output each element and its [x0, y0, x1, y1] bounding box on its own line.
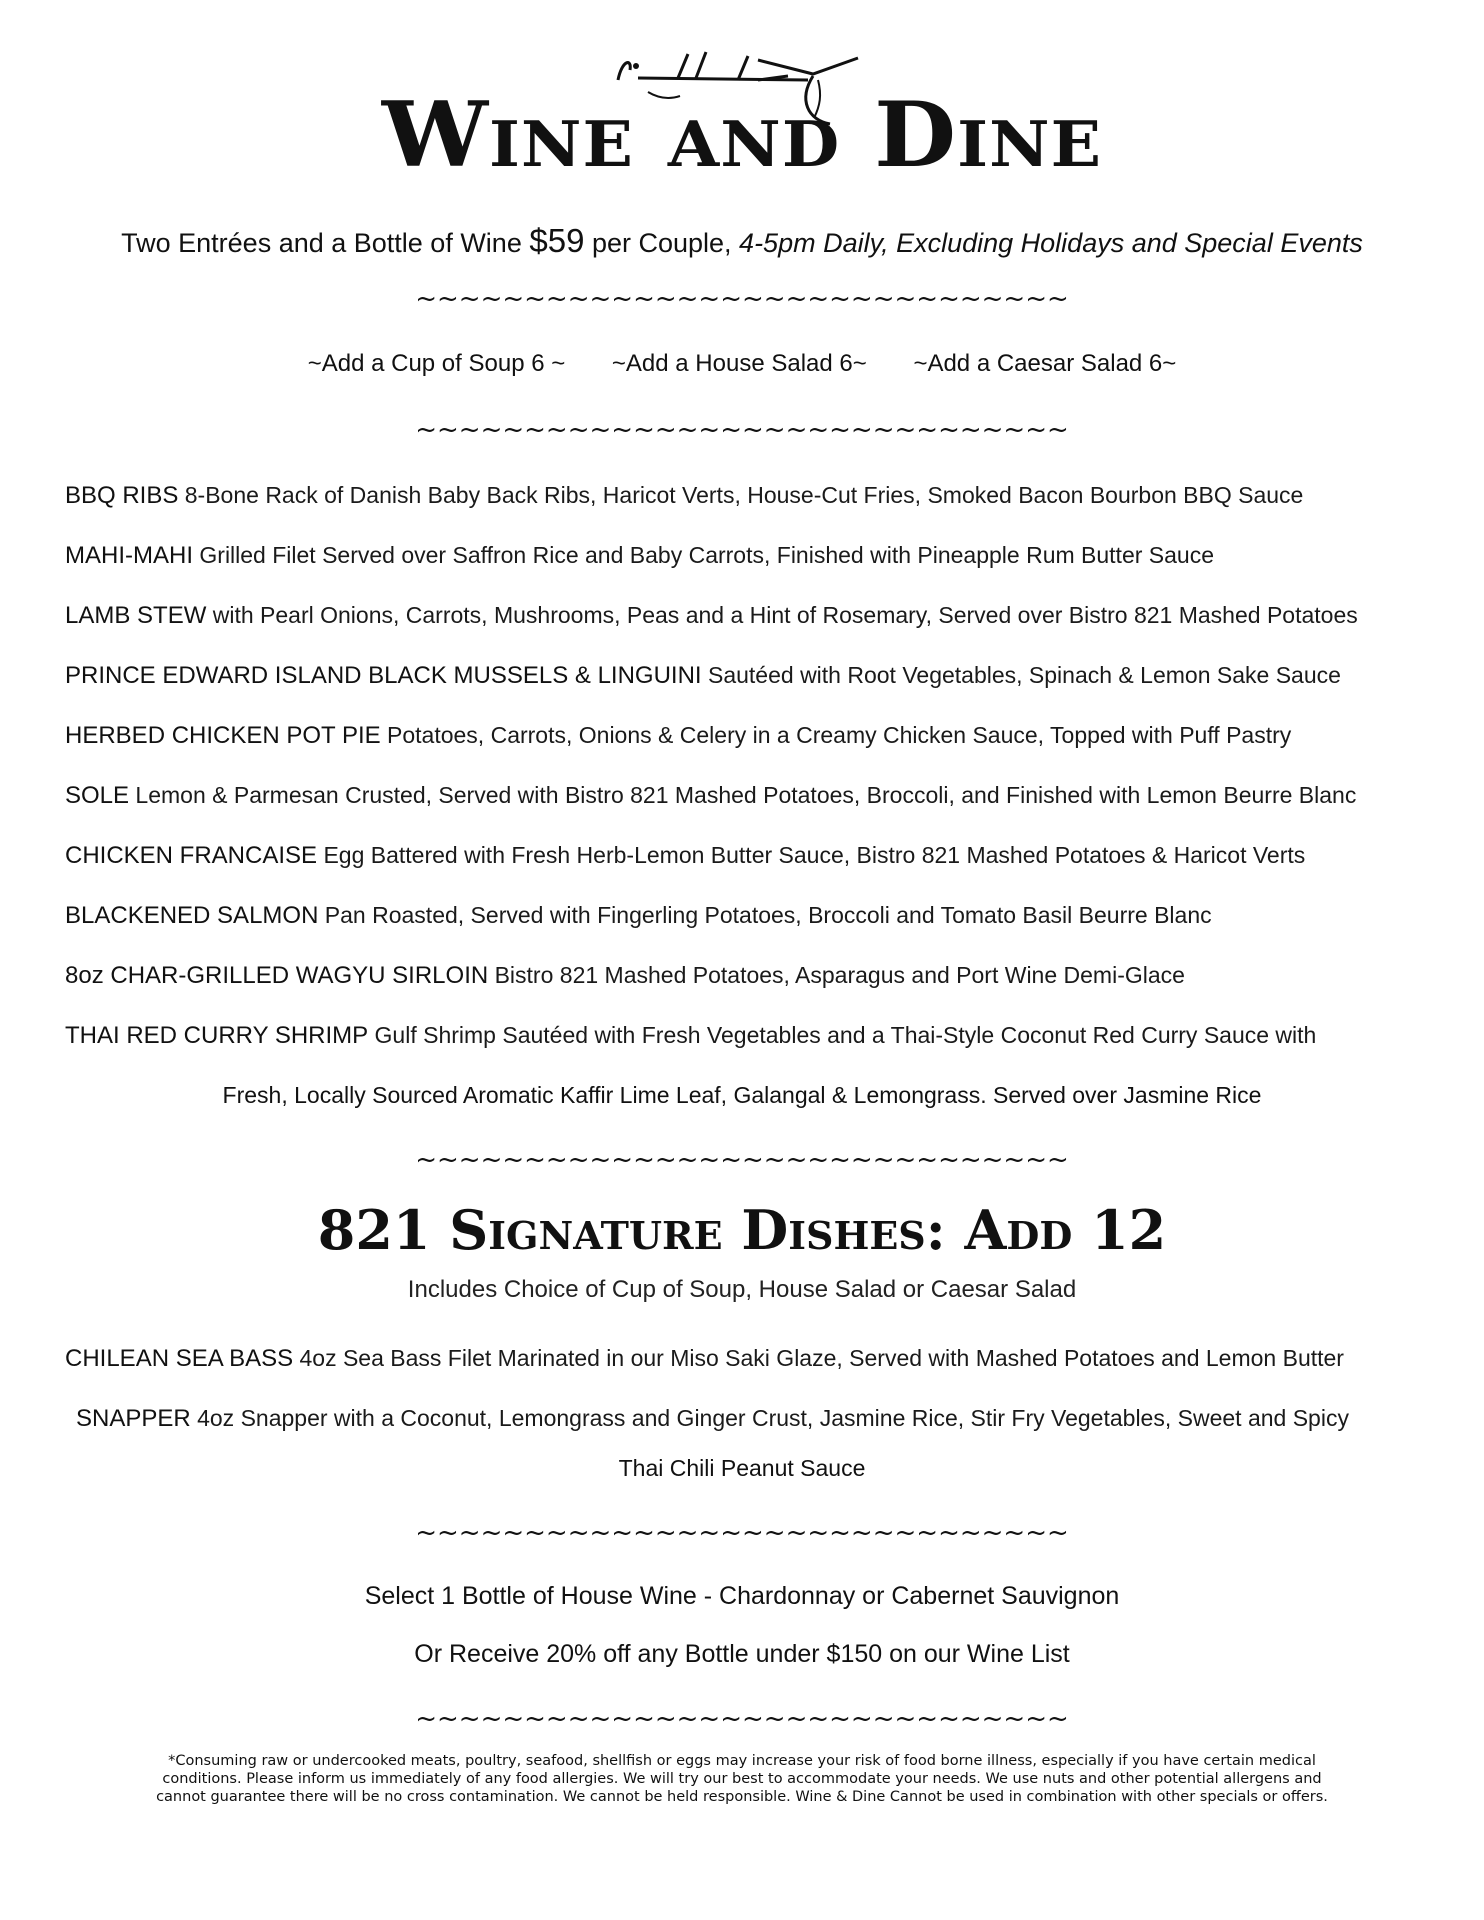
- wine-line: Select 1 Bottle of House Wine - Chardonnay or Cabernet Sauvignon: [364, 1582, 1120, 1610]
- entree-desc: Pan Roasted, Served with Fingerling Potatoes, Broccoli and Tomato Basil Beurre Blanc: [324, 902, 1212, 928]
- entree-desc: Sautéed with Root Vegetables, Spinach & Lemon Sake Sauce: [707, 662, 1341, 688]
- tagline-mid: per Couple,: [591, 228, 732, 258]
- entree-name: SOLE: [65, 782, 130, 809]
- entree-item: [65, 782, 1356, 810]
- signature-item: [65, 1345, 1344, 1373]
- signature-name: CHILEAN SEA BASS: [65, 1345, 294, 1372]
- divider: ~~~~~~~~~~~~~~~~~~~~~~~~~~~~~~: [415, 415, 1069, 445]
- entree-name: CHICKEN FRANCAISE: [65, 842, 318, 869]
- entree-item: [65, 542, 1214, 570]
- signature-title: 821 Signature Dishes: Add 12: [317, 1198, 1167, 1262]
- tagline-terms: 4-5pm Daily, Excluding Holidays and Special Events: [739, 228, 1363, 258]
- entree-desc: Bistro 821 Mashed Potatoes, Asparagus and Port Wine Demi-Glace: [494, 962, 1185, 988]
- signature-desc-continued: Thai Chili Peanut Sauce: [618, 1455, 866, 1481]
- entree-item: [65, 722, 1291, 750]
- entree-desc: Potatoes, Carrots, Onions & Celery in a Creamy Chicken Sauce, Topped with Puff Pastry: [387, 722, 1292, 748]
- entree-name: 8oz CHAR-GRILLED WAGYU SIRLOIN: [65, 962, 489, 989]
- wine-line: Or Receive 20% off any Bottle under $150 on our Wine List: [414, 1640, 1070, 1668]
- entree-name: THAI RED CURRY SHRIMP: [65, 1022, 369, 1049]
- entree-desc: Lemon & Parmesan Crusted, Served with Bistro 821 Mashed Potatoes, Broccoli, and Finished with Lemon Beurre Blanc: [135, 782, 1357, 808]
- entree-item: [65, 602, 1358, 630]
- divider: ~~~~~~~~~~~~~~~~~~~~~~~~~~~~~~: [415, 1145, 1069, 1175]
- entree-name: MAHI-MAHI: [65, 542, 193, 569]
- entree-item: [65, 662, 1341, 690]
- allergy-disclaimer: [120, 1752, 1364, 1806]
- entree-name: BBQ RIBS: [65, 482, 179, 509]
- signature-item: [76, 1405, 1349, 1433]
- divider: ~~~~~~~~~~~~~~~~~~~~~~~~~~~~~~: [415, 1704, 1069, 1734]
- entree-item: [65, 482, 1303, 510]
- addon-house-salad: ~Add a House Salad 6~: [611, 350, 867, 377]
- divider: ~~~~~~~~~~~~~~~~~~~~~~~~~~~~~~: [415, 1518, 1069, 1548]
- entree-desc-continued: Fresh, Locally Sourced Aromatic Kaffir Lime Leaf, Galangal & Lemongrass. Served over Jasmine Rice: [222, 1082, 1262, 1108]
- addons: [0, 350, 1484, 378]
- entree-desc: Egg Battered with Fresh Herb-Lemon Butter Sauce, Bistro 821 Mashed Potatoes & Haricot Verts: [323, 842, 1306, 868]
- disclaimer-line: *Consuming raw or undercooked meats, poultry, seafood, shellfish or eggs may increase your risk of food borne illness, especially if you have certain medical: [168, 1753, 1316, 1769]
- signature-subtitle: Includes Choice of Cup of Soup, House Salad or Caesar Salad: [407, 1276, 1077, 1303]
- signature-desc: 4oz Snapper with a Coconut, Lemongrass and Ginger Crust, Jasmine Rice, Stir Fry Vegetables, Sweet and Spicy: [197, 1405, 1349, 1431]
- entree-item: [65, 842, 1305, 870]
- tagline: [0, 222, 1484, 260]
- disclaimer-line: conditions. Please inform us immediately of any food allergies. We will try our best to accommodate your needs. We use nuts and other potential allergens and: [162, 1771, 1322, 1787]
- entree-name: BLACKENED SALMON: [65, 902, 319, 929]
- entree-item: [65, 962, 1185, 990]
- entree-item: [65, 1022, 1316, 1050]
- entree-name: HERBED CHICKEN POT PIE: [65, 722, 381, 749]
- entree-name: LAMB STEW: [65, 602, 207, 629]
- divider: ~~~~~~~~~~~~~~~~~~~~~~~~~~~~~~: [415, 284, 1069, 314]
- entree-desc: 8-Bone Rack of Danish Baby Back Ribs, Haricot Verts, House-Cut Fries, Smoked Bacon Bourbon BBQ Sauce: [184, 482, 1304, 508]
- tagline-price: $59: [529, 222, 585, 259]
- signature-name: SNAPPER: [76, 1405, 191, 1432]
- entree-desc: Gulf Shrimp Sautéed with Fresh Vegetables and a Thai-Style Coconut Red Curry Sauce with: [374, 1022, 1317, 1048]
- tagline-lead: Two Entrées and a Bottle of Wine: [121, 228, 522, 258]
- signature-desc: 4oz Sea Bass Filet Marinated in our Miso Saki Glaze, Served with Mashed Potatoes and Lemon Butter: [299, 1345, 1344, 1371]
- disclaimer-line: cannot guarantee there will be no cross contamination. We cannot be held responsible. Wine & Dine Cannot be used in combination with other specials or offers.: [156, 1789, 1328, 1805]
- addon-caesar-salad: ~Add a Caesar Salad 6~: [913, 350, 1177, 377]
- entree-name: PRINCE EDWARD ISLAND BLACK MUSSELS & LINGUINI: [65, 662, 702, 689]
- page-title: Wine and Dine: [381, 82, 1103, 188]
- entree-desc: Grilled Filet Served over Saffron Rice and Baby Carrots, Finished with Pineapple Rum Butter Sauce: [199, 542, 1215, 568]
- addon-soup: ~Add a Cup of Soup 6 ~: [307, 350, 566, 377]
- entree-item: [65, 902, 1212, 930]
- entree-desc: with Pearl Onions, Carrots, Mushrooms, Peas and a Hint of Rosemary, Served over Bistro 821 Mashed Potatoes: [212, 602, 1358, 628]
